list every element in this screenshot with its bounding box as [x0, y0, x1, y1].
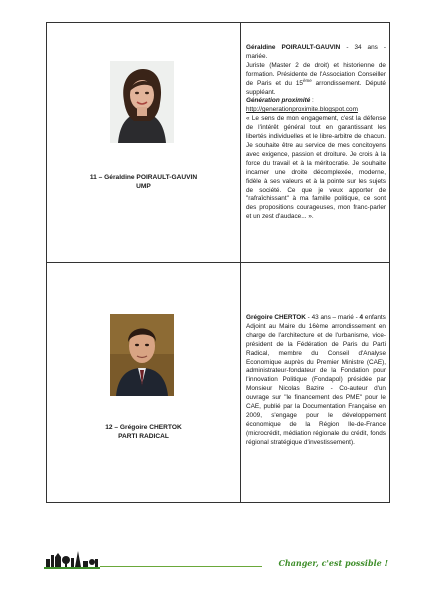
movement-name: Génération proximité	[246, 97, 311, 105]
candidate-bio	[246, 44, 386, 222]
slogan: Changer, c'est possible !	[278, 558, 388, 568]
candidate-intro: - 34 ans - mariée.	[246, 44, 386, 60]
portrait-man-image	[110, 314, 174, 396]
movement-colon: :	[310, 97, 314, 105]
candidate-caption	[47, 423, 240, 441]
footer-divider-line	[100, 566, 262, 567]
superscript: ème	[302, 77, 312, 83]
column-divider	[240, 23, 241, 262]
candidate-bio-text: Juriste (Master 2 de droit) et historienne de formation. Présidente de l'Association Conseiller de Paris et du 15	[246, 61, 386, 87]
candidate-row	[47, 263, 389, 502]
candidate-bio	[246, 314, 386, 448]
candidates-table	[46, 22, 390, 503]
candidate-row	[47, 23, 389, 263]
blog-link[interactable]: http://generationproximite.blogspot.com	[246, 106, 358, 114]
candidate-caption	[47, 173, 240, 191]
city-skyline-logo	[44, 549, 100, 575]
candidate-name: Géraldine POIRAULT-GAUVIN	[246, 44, 341, 51]
candidate-caption-name: 11 – Géraldine POIRAULT-GAUVIN	[89, 174, 198, 181]
footer	[44, 549, 390, 575]
candidate-caption-name: 12 – Grégoire CHERTOK	[105, 424, 182, 431]
candidate-intro-end: enfants	[363, 314, 386, 321]
column-divider	[240, 263, 241, 502]
portrait-woman-image	[110, 61, 174, 143]
candidate-bio-text: Adjoint au Maire du 16ème arrondissement en charge de l'architecture et de l'urbanisme, vice-président de la Fédération de Paris du Parti Radical, membre du Conseil d'Analyse Economique auprès du Premier Ministre (CAE), administrateur-fondateur de la Fondation pour l'innovation Politique (Fondapol) présidée par Monsieur Nicolas Bazire - Co-auteur d'un ouvrage sur "le financement des PME" pour le CAE, publié par la Documentation Française en 2009, s'engage pour le développement économique de la Région Ile-de-France (microcrédit, médiation régionale du crédit, fonds régional stratégique d'investissement).	[246, 322, 386, 446]
candidate-photo	[110, 61, 174, 143]
children-count: 4	[359, 314, 364, 321]
candidate-quote: « Le sens de mon engagement, c'est la défense de l'intérêt général tout en garantissant les libertés individuelles et le libre-arbitre de chacun. Je souhaite être au service de mes concitoyens avec exigence, passion et droiture. Je crois à la force du travail et à la méritocratie. Je souhaite incarner une droite décomplexée, moderne, fidèle à ses valeurs et à la pointe sur les sujets de société. Ce que je veux apporter de "rafraîchissant" à ma famille politique, ce sont des propositions courageuses, mon franc-parler et un zest d'audace... ».	[246, 115, 386, 221]
candidate-bio-text-cont: arrondissement. Député suppléant.	[246, 79, 386, 96]
candidate-caption-party: PARTI RADICAL	[118, 433, 169, 440]
candidate-photo	[110, 314, 174, 396]
candidate-caption-party: UMP	[136, 183, 151, 190]
candidate-name: Grégoire CHERTOK	[246, 314, 306, 321]
candidate-intro: - 43 ans – marié -	[305, 314, 360, 321]
